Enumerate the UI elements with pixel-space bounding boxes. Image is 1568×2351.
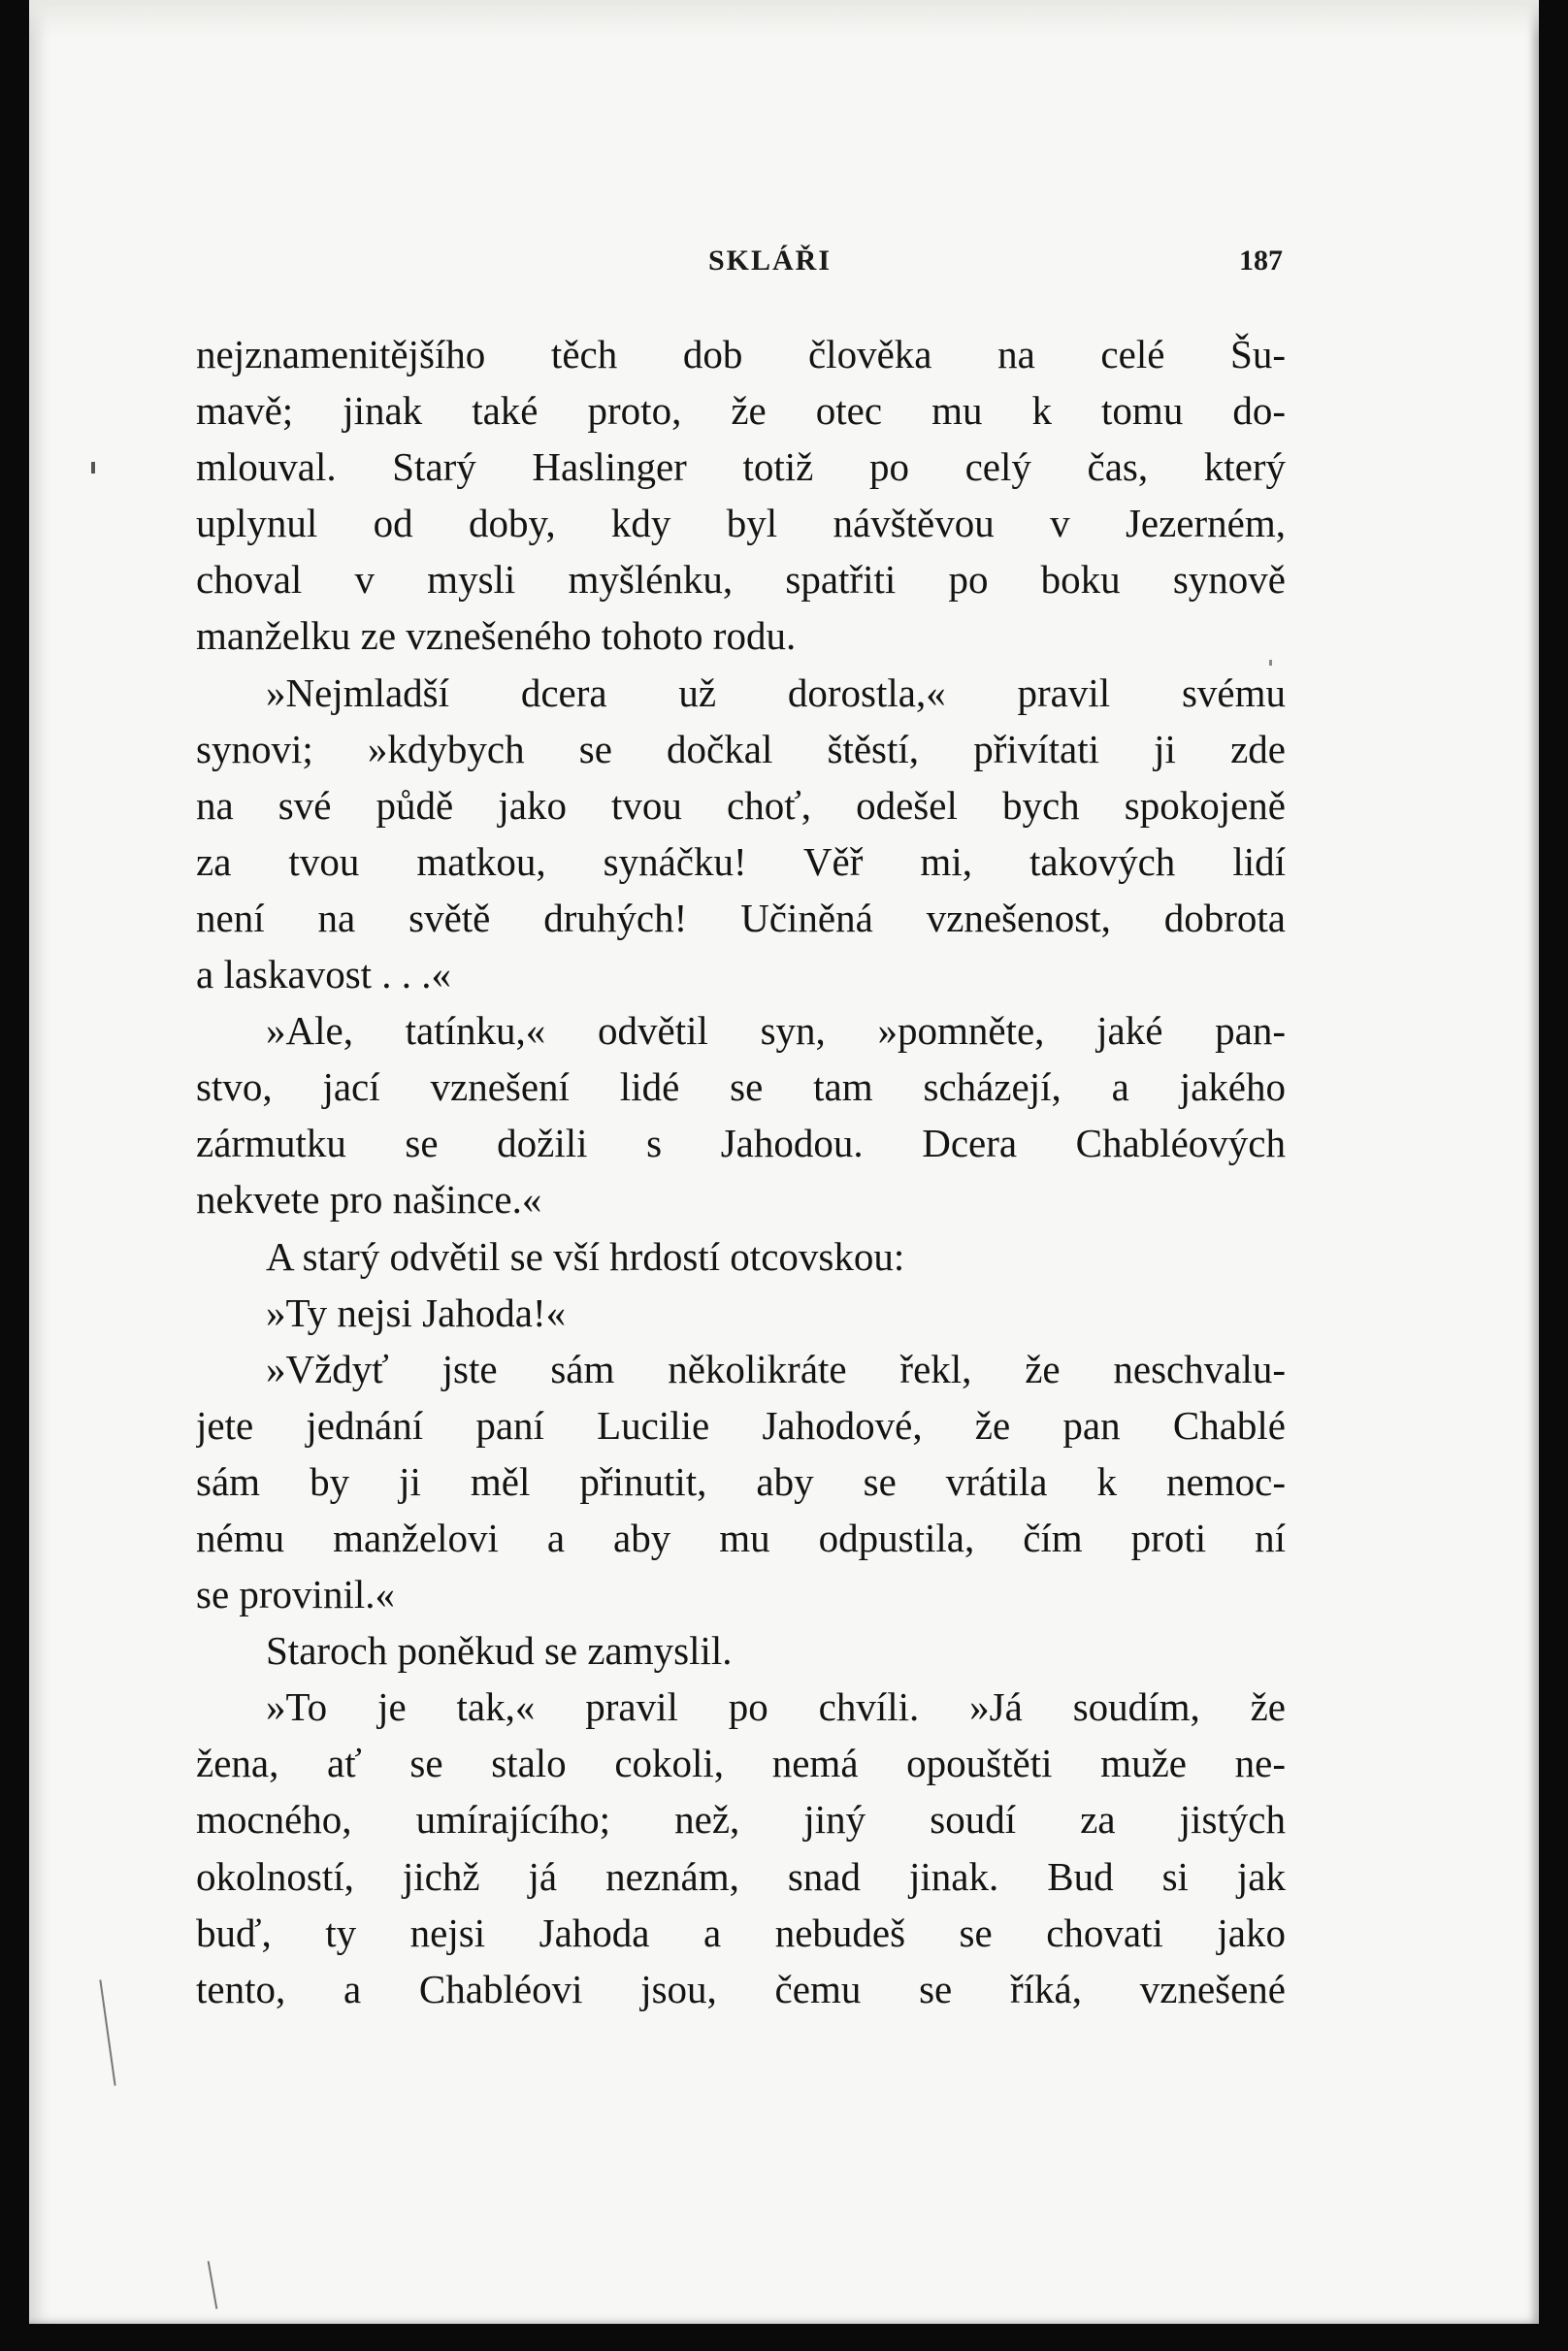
text-line: za tvou matkou, synáčku! Věř mi, takových lidí (196, 838, 1286, 884)
text-line: žena, ať se stalo cokoli, nemá opouštěti muže ne- (196, 1741, 1286, 1786)
text-line: A starý odvětil se vší hrdostí otcovskou: (266, 1233, 905, 1279)
text-line: jete jednání paní Lucilie Jahodové, že pan Chablé (196, 1402, 1286, 1448)
text-line: nekvete pro našince.« (196, 1177, 542, 1223)
text-line: »To je tak,« pravil po chvíli. »Já soudím, že (266, 1684, 1286, 1730)
running-header (199, 245, 1283, 293)
scan-speck (1269, 660, 1272, 666)
text-line: mlouval. Starý Haslinger totiž po celý čas, který (196, 444, 1286, 490)
text-line: manželku ze vznešeného tohoto rodu. (196, 613, 797, 659)
text-line: tento, a Chabléovi jsou, čemu se říká, vznešené (196, 1966, 1286, 2011)
scan-scratch (99, 1979, 115, 2085)
page-shade (29, 0, 1539, 39)
book-page (29, 0, 1539, 2324)
scan-scratch (208, 2261, 218, 2309)
text-line: mocného, umírajícího; než, jiný soudí za jistých (196, 1797, 1286, 1843)
text-line: a laskavost . . .« (196, 952, 452, 997)
text-line: nejznamenitějšího těch dob člověka na celé Šu- (196, 332, 1286, 376)
text-line: mavě; jinak také proto, že otec mu k tomu do- (196, 388, 1286, 434)
text-line: nému manželovi a aby mu odpustila, čím proti ní (196, 1515, 1286, 1560)
text-line: zármutku se dožili s Jahodou. Dcera Chabléových (196, 1121, 1286, 1166)
text-line: na své půdě jako tvou choť, odešel bych spokojeně (196, 782, 1286, 828)
page-number: 187 (1239, 245, 1283, 277)
text-line: Staroch poněkud se zamyslil. (266, 1628, 733, 1674)
text-line: »Ty nejsi Jahoda!« (266, 1290, 567, 1335)
text-line: není na světě druhých! Učiněná vznešenost, dobrota (196, 895, 1286, 940)
text-line: choval v mysli myšlénku, spatřiti po boku synově (196, 557, 1286, 603)
body-text (196, 326, 1286, 2017)
text-line: buď, ty nejsi Jahoda a nebudeš se chovati jako (196, 1910, 1286, 1955)
text-line: synovi; »kdybych se dočkal štěstí, přivítati ji zde (196, 726, 1286, 771)
text-line: uplynul od doby, kdy byl návštěvou v Jezerném, (196, 501, 1286, 546)
scan-speck (91, 462, 95, 473)
text-line: okolností, jichž já neznám, snad jinak. Bud si jak (196, 1853, 1286, 1899)
text-line: sám by ji měl přinutit, aby se vrátila k nemoc- (196, 1458, 1286, 1504)
text-line: »Nejmladší dcera už dorostla,« pravil svému (266, 669, 1286, 715)
text-line: »Vždyť jste sám několikráte řekl, že neschvalu- (266, 1346, 1286, 1391)
text-line: se provinil.« (196, 1572, 395, 1617)
text-line: stvo, jací vznešení lidé se tam scházejí, a jakého (196, 1064, 1286, 1110)
chapter-title: SKLÁŘI (707, 245, 833, 277)
text-line: »Ale, tatínku,« odvětil syn, »pomněte, jaké pan- (266, 1008, 1286, 1054)
